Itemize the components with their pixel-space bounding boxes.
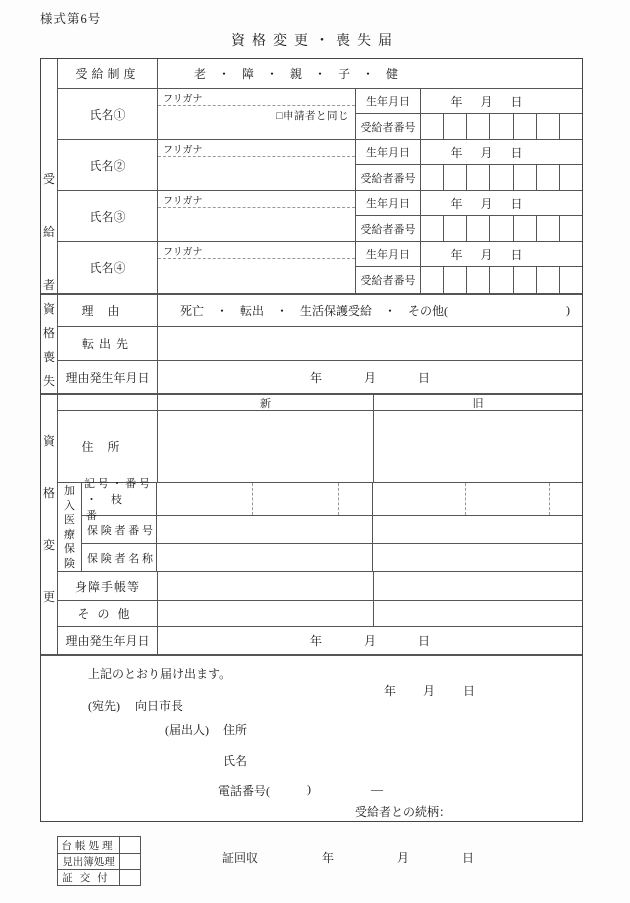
symbol-number-old-input[interactable]	[373, 483, 582, 515]
ledger-label: 台帳処理	[58, 837, 120, 853]
member-3-birthdate-label: 生年月日	[356, 191, 421, 215]
change-vertical-label-cell	[41, 395, 58, 654]
insurer-name-new-input[interactable]	[157, 544, 373, 571]
year-label: 年	[450, 247, 463, 262]
cert-collection-line	[0, 849, 630, 865]
member-1-furigana-label: フリガナ	[158, 89, 355, 106]
loss-vertical-label-cell	[41, 295, 58, 393]
index-book-label: 見出簿処理	[58, 854, 120, 869]
loss-reason-options-text: 死亡 ・ 転出 ・ 生活保護受給 ・ その他(	[180, 304, 448, 318]
addressee-prefix: (宛先)	[88, 699, 120, 713]
insurer-number-new-input[interactable]	[157, 516, 373, 543]
other-old-input[interactable]	[374, 601, 582, 626]
cert-collection-label: 証回収	[222, 851, 259, 865]
year-label: 年	[309, 634, 322, 648]
new-old-header-spacer	[58, 395, 158, 410]
same-as-applicant-checkbox[interactable]: □申請者と同じ	[276, 111, 349, 122]
member-1-number-boxes[interactable]	[421, 114, 582, 139]
cert-collection-month[interactable]: 月	[397, 851, 410, 865]
member-2-furigana-label: フリガナ	[158, 140, 355, 157]
loss-reason-row	[58, 295, 582, 327]
change-occurrence-date-input[interactable]	[158, 627, 582, 654]
symbol-number-label-line1: 記 号 ・ 番 号	[84, 478, 150, 490]
change-occurrence-row	[58, 627, 582, 654]
member-4-number-label: 受給者番号	[356, 267, 421, 293]
phone-paren-close: )	[307, 782, 311, 796]
main-form-table	[40, 58, 583, 822]
month-label: 月	[363, 370, 376, 385]
address-old-input[interactable]	[374, 411, 582, 482]
disability-new-input[interactable]	[158, 572, 374, 600]
recipient-vertical-label-cell	[41, 59, 58, 293]
member-3-number-label: 受給者番号	[356, 216, 421, 241]
address-row	[58, 411, 582, 483]
day-label: 日	[418, 634, 431, 648]
relationship-label[interactable]: 受給者との続柄：	[355, 805, 452, 819]
month-label: 月	[480, 94, 493, 109]
member-2-number-label: 受給者番号	[356, 165, 421, 190]
insurance-vertical-label: 加入医療保険	[64, 485, 75, 570]
member-1-birthdate-label: 生年月日	[356, 89, 421, 113]
change-section	[41, 393, 582, 654]
member-2-name-input-area[interactable]	[158, 157, 355, 190]
loss-occurrence-row	[58, 361, 582, 393]
declaration-date-day[interactable]: 日	[463, 684, 476, 698]
insurer-name-label: 保 険 者 名 称	[82, 544, 157, 571]
new-old-header-row	[58, 395, 582, 411]
member-1-name-input-area[interactable]	[158, 106, 355, 139]
insurer-number-row	[82, 516, 582, 544]
declaration-section	[41, 654, 582, 821]
insurance-vertical-label-cell	[58, 483, 82, 571]
declaration-date-year[interactable]: 年	[384, 684, 397, 698]
symbol-number-label-line2: ・枝番	[86, 494, 136, 522]
declaration-date-month[interactable]: 月	[423, 684, 436, 698]
declaration-statement: 上記のとおり届け出ます。	[88, 667, 232, 681]
benefit-system-label: 受給制度	[58, 59, 158, 88]
column-header-old: 旧	[472, 397, 484, 410]
year-label: 年	[450, 196, 463, 211]
day-label: 日	[510, 145, 523, 160]
cert-issue-row	[58, 869, 140, 885]
member-2-birthdate-input[interactable]	[421, 140, 582, 164]
member-4-name-input-area[interactable]	[158, 259, 355, 293]
disability-row	[58, 572, 582, 601]
loss-occurrence-label: 理由発生年月日	[58, 361, 158, 393]
benefit-system-row	[58, 59, 582, 89]
insurance-block	[58, 478, 582, 572]
phone-separator: ―	[371, 782, 383, 796]
day-label: 日	[510, 94, 523, 109]
day-label: 日	[510, 196, 523, 211]
column-header-new: 新	[158, 395, 374, 410]
member-3-number-boxes[interactable]	[421, 216, 582, 241]
year-label: 年	[450, 94, 463, 109]
phone-label[interactable]: 電話番号(	[218, 784, 270, 798]
loss-reason-label: 理由	[58, 295, 158, 326]
month-label: 月	[480, 196, 493, 211]
symbol-number-row	[82, 478, 582, 522]
year-label: 年	[450, 145, 463, 160]
member-1-birthdate-input[interactable]	[421, 89, 582, 113]
form-number: 様式第6号	[40, 12, 102, 26]
recipient-vertical-label: 受給者	[42, 172, 55, 292]
day-label: 日	[510, 247, 523, 262]
other-new-input[interactable]	[158, 601, 374, 626]
cert-collection-day[interactable]: 日	[462, 851, 475, 865]
year-label: 年	[309, 370, 322, 385]
cert-issue-check-cell[interactable]	[120, 870, 140, 885]
loss-vertical-label: 資格喪失	[42, 302, 55, 388]
member-row-4	[58, 242, 582, 293]
disability-old-input[interactable]	[374, 572, 582, 600]
loss-reason-options[interactable]	[158, 295, 582, 326]
member-2-birthdate-label: 生年月日	[356, 140, 421, 164]
member-4-birthdate-input[interactable]	[421, 242, 582, 266]
loss-destination-label: 転出先	[58, 327, 158, 360]
address-label: 住所	[58, 411, 158, 482]
notifier-address-label[interactable]: 住所	[223, 723, 248, 737]
member-row-3	[58, 191, 582, 242]
notifier-label: (届出人)	[165, 723, 209, 737]
member-3-birthdate-input[interactable]	[421, 191, 582, 215]
loss-occurrence-date-input[interactable]	[158, 361, 582, 393]
member-1-name-label: 氏名①	[58, 89, 158, 139]
member-3-name-input-area[interactable]	[158, 208, 355, 241]
member-row-1	[58, 89, 582, 140]
member-row-2	[58, 140, 582, 191]
page-title: 資格変更・喪失届	[231, 34, 399, 49]
address-new-input[interactable]	[158, 411, 374, 482]
member-3-furigana-label: フリガナ	[158, 191, 355, 208]
member-1-number-label: 受給者番号	[356, 114, 421, 139]
symbol-number-new-input[interactable]	[157, 483, 373, 515]
month-label: 月	[363, 634, 376, 648]
symbol-number-label	[82, 478, 157, 522]
loss-destination-input[interactable]	[158, 327, 582, 360]
loss-reason-paren-close: )	[566, 303, 570, 317]
other-row	[58, 601, 582, 627]
insurer-number-label: 保 険 者 番 号	[82, 516, 157, 543]
cert-collection-year[interactable]: 年	[322, 851, 335, 865]
change-vertical-label: 資格変更	[42, 434, 55, 604]
member-4-name-label: 氏名④	[58, 242, 158, 293]
member-4-number-boxes[interactable]	[421, 267, 582, 293]
month-label: 月	[480, 145, 493, 160]
day-label: 日	[418, 370, 431, 385]
cert-issue-label: 証交付	[58, 870, 120, 885]
insurer-name-old-input[interactable]	[373, 544, 582, 571]
addressee: 向日市長	[135, 699, 184, 713]
insurer-number-old-input[interactable]	[373, 516, 582, 543]
notifier-name-label[interactable]: 氏名	[223, 754, 248, 768]
member-2-number-boxes[interactable]	[421, 165, 582, 190]
member-4-furigana-label: フリガナ	[158, 242, 355, 259]
member-2-name-label: 氏名②	[58, 140, 158, 190]
member-4-birthdate-label: 生年月日	[356, 242, 421, 266]
month-label: 月	[480, 247, 493, 262]
loss-section	[41, 293, 582, 393]
change-occurrence-label: 理由発生年月日	[58, 627, 158, 654]
recipient-section	[41, 59, 582, 293]
member-3-name-label: 氏名③	[58, 191, 158, 241]
disability-label: 身障手帳等	[58, 572, 158, 600]
insurer-name-row	[82, 544, 582, 571]
benefit-system-options[interactable]: 老 ・ 障 ・ 親 ・ 子 ・ 健	[194, 67, 399, 81]
loss-destination-row	[58, 327, 582, 361]
other-label: その他	[58, 601, 158, 626]
